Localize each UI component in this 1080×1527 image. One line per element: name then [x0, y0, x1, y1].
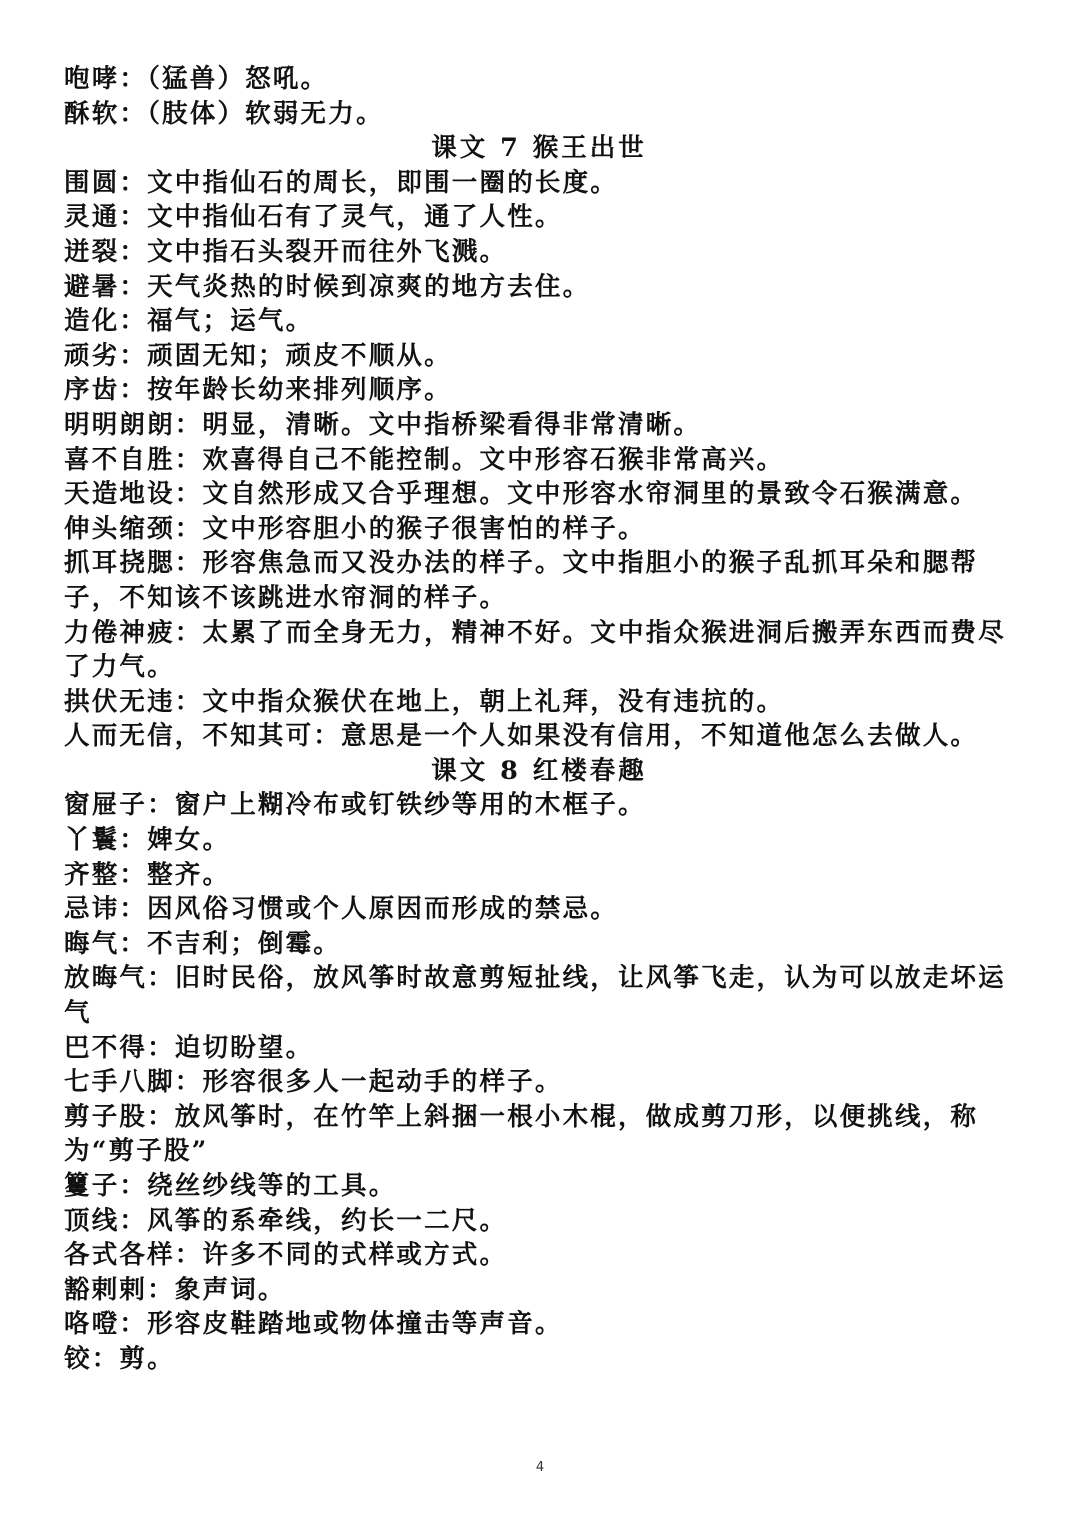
entry-jianzigu: 剪子股：放风筝时，在竹竿上斜捆一根小木棍，做成剪刀形，以便挑线，称为“剪子股”	[64, 1101, 979, 1167]
entry-renerwuxin: 人而无信，不知其可：意思是一个人如果没有信用，不知道他怎么去做人。	[64, 721, 979, 752]
entry-tianzaodishe: 天造地设：文自然形成又合乎理想。文中形容水帘洞里的景致令石猴满意。	[64, 479, 979, 510]
entry-xibuzisheng: 喜不自胜：欢喜得自己不能控制。文中形容石猴非常高兴。	[64, 444, 785, 475]
page-number: 4	[535, 1460, 545, 1475]
entry-huolala: 豁剌剌：象声词。	[64, 1274, 286, 1305]
lesson-7-heading: 课文 7 猴王出世	[431, 133, 647, 164]
entry-bishu: 避暑：天气炎热的时候到凉爽的地方去住。	[64, 271, 591, 302]
entry-wanlie: 顽劣：顽固无知；顽皮不顺从。	[64, 340, 452, 371]
entry-jihui: 忌讳：因风俗习惯或个人原因而形成的禁忌。	[64, 894, 619, 925]
entry-huiqi: 晦气：不吉利；倒霉。	[64, 928, 342, 959]
entry-gongfuwuwei: 拱伏无违：文中指众猴伏在地上，朝上礼拜，没有违抗的。	[64, 686, 785, 717]
entry-lijuanshenpi: 力倦神疲：太累了而全身无力，精神不好。文中指众猴进洞后搬弄东西而费尽了力气。	[64, 617, 1006, 683]
entry-bubude: 巴不得：迫切盼望。	[64, 1032, 314, 1063]
entry-suruan: 酥软：（肢体）软弱无力。	[64, 98, 384, 129]
entry-chuangtizi: 窗屉子：窗户上糊冷布或钉铁纱等用的木框子。	[64, 790, 646, 821]
entry-zaohua: 造化：福气；运气。	[64, 306, 314, 337]
entry-jiao: 铰：剪。	[64, 1343, 175, 1374]
entry-fanghuiqi: 放晦气：旧时民俗，放风筝时故意剪短扯线，让风筝飞走，认为可以放走坏运气	[64, 963, 1006, 1029]
entry-qizheng: 齐整：整齐。	[64, 859, 231, 890]
lesson-8-heading: 课文 8 红楼春趣	[431, 755, 647, 786]
entry-paoxiao: 咆哮：（猛兽）怒吼。	[64, 64, 329, 94]
vocabulary-list	[64, 62, 1014, 1377]
entry-yahuan: 丫鬟：婢女。	[64, 825, 231, 856]
entry-lingtong: 灵通：文中指仙石有了灵气，通了人性。	[64, 202, 563, 233]
entry-geshigeyang: 各式各样：许多不同的式样或方式。	[64, 1240, 508, 1271]
entry-dingxian: 顶线：风筝的系牵线，约长一二尺。	[64, 1205, 508, 1236]
entry-benglie: 迸裂：文中指石头裂开而往外飞溅。	[64, 236, 508, 267]
entry-weiyuan: 围圆：文中指仙石的周长，即围一圈的长度。	[64, 167, 619, 198]
entry-shentousuojing: 伸头缩颈：文中形容胆小的猴子很害怕的样子。	[64, 513, 646, 544]
entry-qishoubajiao: 七手八脚：形容很多人一起动手的样子。	[64, 1067, 563, 1098]
entry-gedeng: 咯噔：形容皮鞋踏地或物体撞击等声音。	[64, 1309, 563, 1340]
entry-xuchi: 序齿：按年龄长幼来排列顺序。	[64, 375, 452, 406]
entry-zhuaernaosai: 抓耳挠腮：形容焦急而又没办法的样子。文中指胆小的猴子乱抓耳朵和腮帮子，不知该不该跳进水帘洞的样子。	[64, 548, 979, 613]
entry-mingminglanglang: 明明朗朗：明显，清晰。文中指桥梁看得非常清晰。	[64, 409, 702, 440]
entry-yuezi: 籰子：绕丝纱线等的工具。	[64, 1171, 397, 1201]
